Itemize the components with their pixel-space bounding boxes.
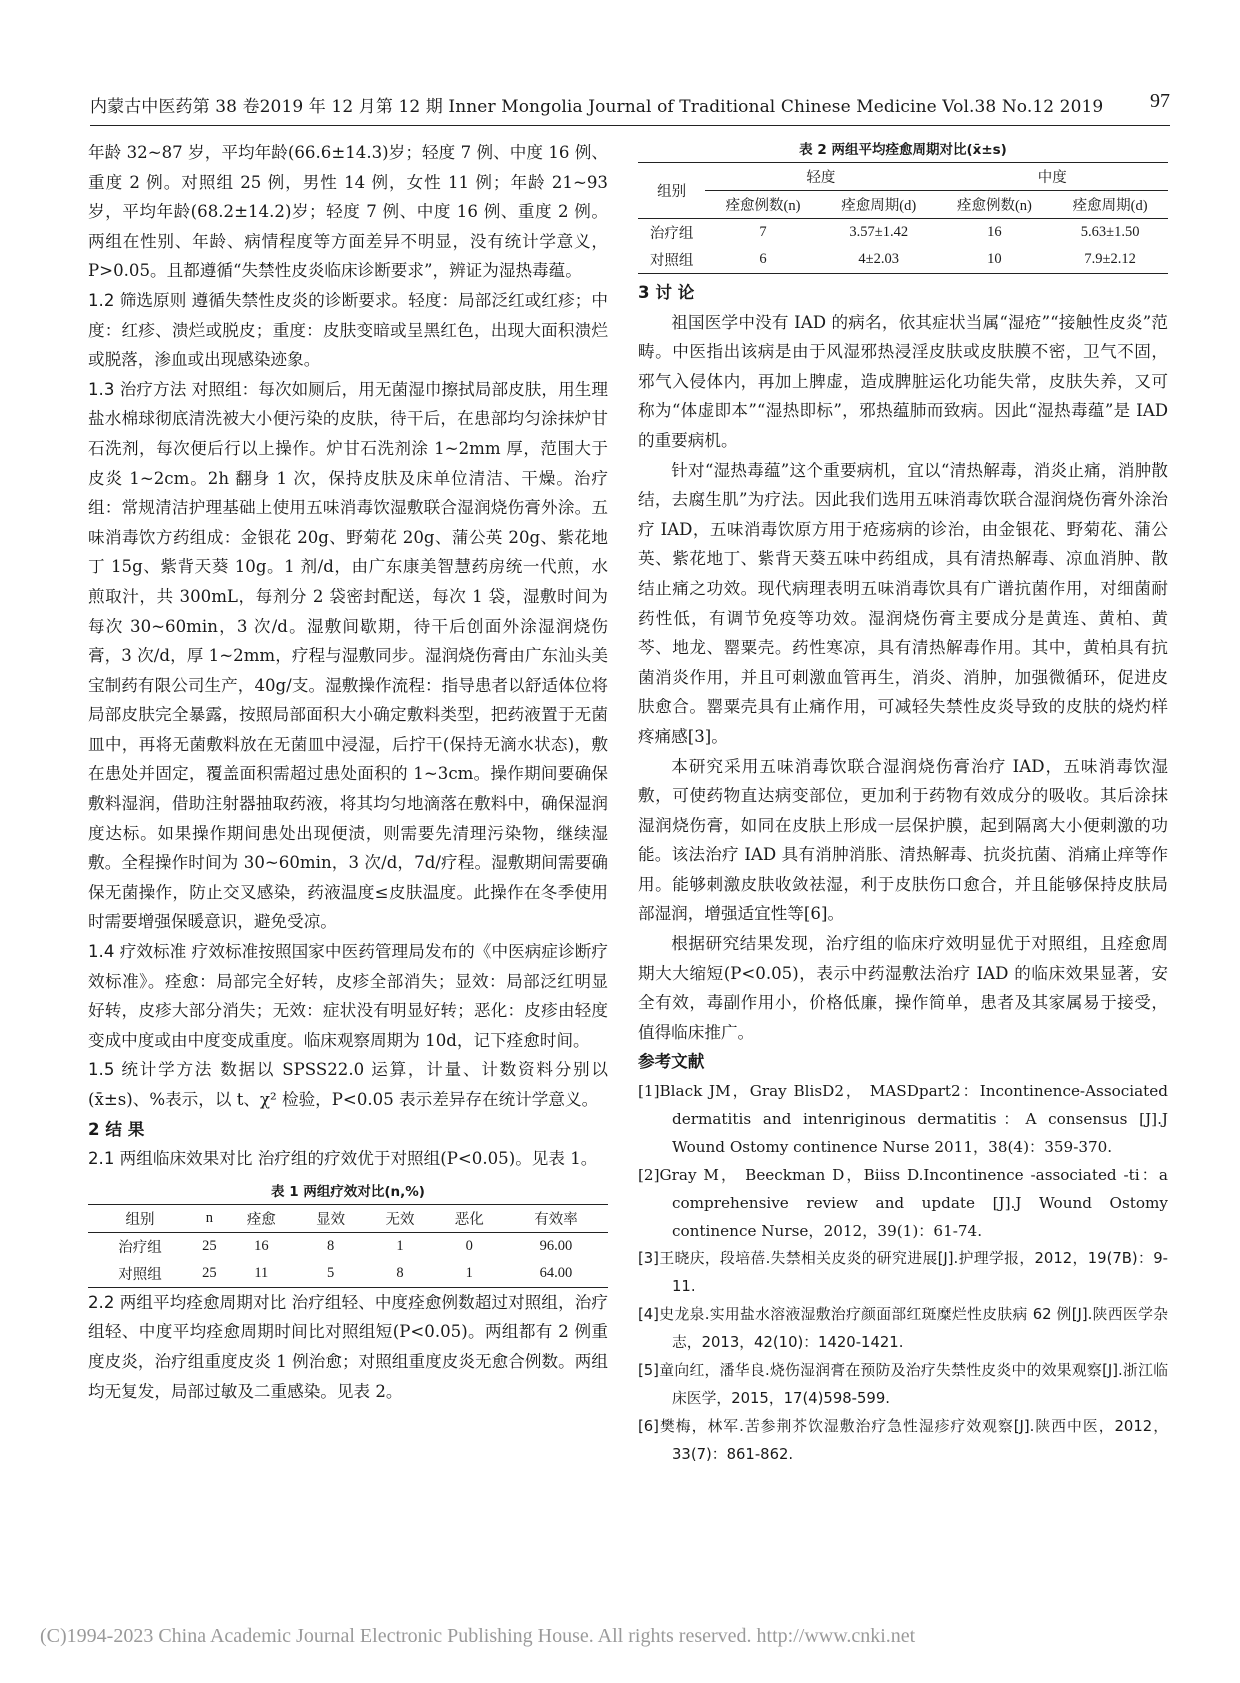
right-column	[638, 138, 1168, 1469]
table-row	[88, 1260, 608, 1288]
table-header-cell: 恶化	[435, 1204, 504, 1232]
table-1-title: 表 1 两组疗效对比(n,%)	[271, 1183, 425, 1200]
table-cell: 对照组	[638, 246, 705, 274]
table-row	[638, 246, 1168, 274]
table-row	[638, 219, 1168, 247]
table-cell: 对照组	[88, 1260, 192, 1288]
table-cell: 16	[937, 219, 1053, 247]
references-list	[638, 1077, 1168, 1469]
section-2-1-heading: 2.1 两组临床效果对比	[88, 1149, 253, 1169]
table-header-cell: 组别	[88, 1204, 192, 1232]
reference-item: [6]樊梅，林军.苦参荆芥饮湿敷治疗急性湿疹疗效观察[J].陕西中医，2012，33(7)：861-862.	[638, 1418, 1168, 1464]
section-1-4-text: 疗效标准按照国家中医药管理局发布的《中医病症诊断疗效标准》。痊愈：局部完全好转，皮疹全部消失；显效：局部泛红明显好转，皮疹大部分消失；无效：症状没有明显好转；恶化：皮疹由轻度变成中度或由中度变成重度。临床观察周期为 10d，记下痊愈时间。	[88, 942, 608, 1050]
reference-item: [4]史龙泉.实用盐水溶液湿敷治疗颜面部红斑糜烂性皮肤病 62 例[J].陕西医学杂志，2013，42(10)：1420-1421.	[638, 1306, 1168, 1352]
table-row	[88, 1232, 608, 1260]
reference-item: [1]Black JM，Gray BlisD2， MASDpart2：Incontinence-Associated dermatitis and intenriginous dermatitis：A consensus [J].J Wound Ostomy continence Nurse 2011，38(4)：359-370.	[638, 1082, 1168, 1157]
table-cell: 6	[705, 246, 821, 274]
table-header-mild: 轻度	[705, 163, 936, 191]
section-1-5-text: 数据以 SPSS22.0 运算，计量、计数资料分别以(x̄±s)、%表示，以 t、χ² 检验，P<0.05 表示差异存在统计学意义。	[88, 1060, 609, 1109]
section-1-3	[88, 375, 608, 937]
section-1-4-heading: 1.4 疗效标准	[88, 942, 187, 962]
section-1-5	[88, 1055, 608, 1114]
discussion-paragraph-1: 祖国医学中没有 IAD 的病名，依其症状当属“湿疮”“接触性皮炎”范畴。中医指出该病是由于风湿邪热浸淫皮肤或皮肤膜不密，卫气不固，邪气入侵体内，再加上脾虚，造成脾脏运化功能失常，皮肤失养，又可称为“体虚即本”“湿热即标”，邪热蕴肺而致病。因此“湿热毒蕴”是 IAD 的重要病机。	[638, 312, 1168, 450]
section-3-heading: 3 讨 论	[638, 283, 695, 302]
copyright-footer: (C)1994-2023 China Academic Journal Electronic Publishing House. All rights reserved. http://www.cnki.net	[40, 1625, 916, 1647]
paragraph-patients: 年龄 32~87 岁，平均年龄(66.6±14.3)岁；轻度 7 例、中度 16 例、重度 2 例。对照组 25 例，男性 14 例，女性 11 例；年龄 21~93 岁，平均年龄(68.2±14.2)岁；轻度 7 例、中度 16 例、重度 2 例。两组在性别、年龄、病情程度等方面差异不明显，没有统计学意义，P>0.05。且都遵循“失禁性皮炎临床诊断要求”，辨证为湿热毒蕴。	[88, 143, 608, 281]
table-header-cell: 有效率	[504, 1204, 608, 1232]
section-1-4	[88, 937, 608, 1055]
table-cell: 96.00	[504, 1232, 608, 1260]
table-cell: 11	[227, 1260, 296, 1288]
discussion-paragraph-4: 根据研究结果发现，治疗组的临床疗效明显优于对照组，且痊愈周期大大缩短(P<0.05)，表示中药湿敷法治疗 IAD 的临床效果显著，安全有效，毒副作用小，价格低廉，操作简单，患者及其家属易于接受，值得临床推广。	[638, 934, 1168, 1042]
table-cell: 7.9±2.12	[1052, 246, 1168, 274]
table-header-cell: 痊愈例数(n)	[725, 198, 801, 214]
table-header-cell: 无效	[365, 1204, 434, 1232]
section-2-2-text: 治疗组轻、中度痊愈例数超过对照组，治疗组轻、中度平均痊愈周期时间比对照组短(P<0.05)。两组都有 2 例重度皮炎，治疗组重度皮炎 1 例治愈；对照组重度皮炎无愈合例数。两组均无复发，局部过敏及二重感染。见表 2。	[88, 1292, 608, 1401]
header-rule	[90, 125, 1170, 126]
table-cell: 3.57±1.42	[821, 219, 937, 247]
table-cell: 10	[937, 246, 1053, 274]
table-cell: 8	[296, 1232, 365, 1260]
reference-item: [5]童向红，潘华良.烧伤湿润膏在预防及治疗失禁性皮炎中的效果观察[J].浙江临床医学，2015，17(4)598-599.	[638, 1362, 1168, 1408]
table-cell: 5	[296, 1260, 365, 1288]
table-cell: 5.63±1.50	[1052, 219, 1168, 247]
section-2-2	[88, 1288, 608, 1406]
table-cell: 治疗组	[638, 219, 705, 247]
section-1-2-text: 遵循失禁性皮炎的诊断要求。轻度：局部泛红或红疹；中度：红疹、溃烂或脱皮；重度：皮肤变暗或呈黑红色，出现大面积溃烂或脱落，渗血或出现感染迹象。	[88, 290, 608, 370]
table-1	[88, 1204, 608, 1288]
table-cell: 7	[705, 219, 821, 247]
running-header	[90, 90, 1170, 130]
left-column	[88, 138, 608, 1406]
table-1-header-row	[88, 1204, 608, 1232]
table-cell: 16	[227, 1232, 296, 1260]
page-number: 97	[1150, 90, 1170, 112]
section-2-1-text: 治疗组的疗效优于对照组(P<0.05)。见表 1。	[252, 1149, 598, 1169]
section-1-3-text: 对照组：每次如厕后，用无菌湿巾擦拭局部皮肤，用生理盐水棉球彻底清洗被大小便污染的皮肤，待干后，在患部均匀涂抹炉甘石洗剂，每次便后行以上操作。炉甘石洗剂涂 1~2mm 厚，范围大于皮炎 1~2cm。2h 翻身 1 次，保持皮肤及床单位清洁、干燥。治疗组：常规清洁护理基础上使用五味消毒饮湿敷联合湿润烧伤膏外涂。五味消毒饮方药组成：金银花 20g、野菊花 20g、蒲公英 20g、紫花地丁 15g、紫背天葵 10g。1 剂/d，由广东康美智慧药房统一代煎，水煎取汁，共 300mL，每剂分 2 袋密封配送，每次 1 袋，湿敷时间为每次 30~60min，3 次/d。湿敷间歇期，待干后创面外涂湿润烧伤膏，3 次/d，厚 1~2mm，疗程与湿敷同步。湿润烧伤膏由广东汕头美宝制药有限公司生产，40g/支。湿敷操作流程：指导患者以舒适体位将局部皮肤完全暴露，按照局部面积大小确定敷料类型，把药液置于无菌皿中，再将无菌敷料放在无菌皿中浸湿，后拧干(保持无滴水状态)，敷在患处并固定，覆盖面积需超过患处面积的 1~3cm。操作期间要确保敷料湿润，借助注射器抽取药液，将其均匀地滴落在敷料中，确保湿润度达标。如果操作期间患处出现便渍，则需要先清理污染物，继续湿敷。全程操作时间为 30~60min，3 次/d，7d/疗程。湿敷期间需要确保无菌操作，防止交叉感染，药液温度≤皮肤温度。此操作在冬季使用时需要增强保暖意识，避免受凉。	[88, 379, 608, 932]
section-2-1	[88, 1144, 608, 1174]
section-2-heading: 2 结 果	[88, 1119, 145, 1139]
table-cell: 8	[365, 1260, 434, 1288]
table-header-cell: 痊愈周期(d)	[1072, 198, 1148, 214]
references-heading: 参考文献	[638, 1052, 705, 1072]
table-header-cell: n	[192, 1204, 227, 1232]
table-cell: 0	[435, 1232, 504, 1260]
section-1-2-heading: 1.2 筛选原则	[88, 290, 187, 310]
discussion-paragraph-3: 本研究采用五味消毒饮联合湿润烧伤膏治疗 IAD，五味消毒饮湿敷，可使药物直达病变部位，更加利于药物有效成分的吸收。其后涂抹湿润烧伤膏，如同在皮肤上形成一层保护膜，起到隔离大小便刺激的功能。该法治疗 IAD 具有消肿消胀、清热解毒、抗炎抗菌、消痛止痒等作用。能够刺激皮肤收敛祛湿，利于皮肤伤口愈合，并且能够保持皮肤局部湿润，增强适宜性等[6]。	[638, 756, 1168, 924]
reference-item: [3]王晓庆，段培蓓.失禁相关皮炎的研究进展[J].护理学报，2012，19(7B)：9-11.	[638, 1250, 1168, 1296]
table-cell: 64.00	[504, 1260, 608, 1288]
table-cell: 25	[192, 1232, 227, 1260]
table-header-cell: 显效	[296, 1204, 365, 1232]
table-header-cell: 组别	[638, 163, 705, 219]
table-header-moderate: 中度	[937, 163, 1168, 191]
table-header-cell: 痊愈周期(d)	[841, 198, 917, 214]
section-1-5-heading: 1.5 统计学方法	[88, 1060, 214, 1080]
table-2-header-row	[638, 163, 1168, 191]
table-cell: 4±2.03	[821, 246, 937, 274]
reference-item: [2]Gray M， Beeckman D，Biiss D.Incontinence -associated -ti：a comprehensive review and update [J].J Wound Ostomy continence Nurse，2012，39(1)：61-74.	[638, 1166, 1168, 1241]
table-cell: 1	[435, 1260, 504, 1288]
table-cell: 治疗组	[88, 1232, 192, 1260]
table-header-cell: 痊愈例数(n)	[956, 198, 1032, 214]
discussion-paragraph-2: 针对“湿热毒蕴”这个重要病机，宜以“清热解毒，消炎止痛，消肿散结，去腐生肌”为疗法。因此我们选用五味消毒饮联合湿润烧伤膏外涂治疗 IAD，五味消毒饮原方用于疮疡病的诊治，由金银花、野菊花、蒲公英、紫花地丁、紫背天葵五味中药组成，具有清热解毒、凉血消肿、散结止痛之功效。现代病理表明五味消毒饮具有广谱抗菌作用，对细菌耐药性低，有调节免疫等功效。湿润烧伤膏主要成分是黄连、黄柏、黄芩、地龙、罂粟壳。药性寒凉，具有清热解毒作用。其中，黄柏具有抗菌消炎作用，并且可刺激血管再生，消炎、消肿，加强微循环，促进皮肤愈合。罂粟壳具有止痛作用，可减轻失禁性皮炎导致的皮肤的烧灼样疼痛感[3]。	[638, 460, 1168, 746]
table-2-title: 表 2 两组平均痊愈周期对比(x̄±s)	[799, 142, 1007, 158]
section-1-2	[88, 286, 608, 375]
section-1-3-heading: 1.3 治疗方法	[88, 379, 187, 399]
table-2	[638, 162, 1168, 274]
journal-header: 内蒙古中医药第 38 卷2019 年 12 月第 12 期 Inner Mongolia Journal of Traditional Chinese Medicine Vol.38 No.12 2019	[90, 97, 1104, 117]
table-cell: 25	[192, 1260, 227, 1288]
section-2-2-heading: 2.2 两组平均痊愈周期对比	[88, 1292, 287, 1312]
table-cell: 1	[365, 1232, 434, 1260]
table-2-subheader-row	[638, 191, 1168, 219]
table-header-cell: 痊愈	[227, 1204, 296, 1232]
